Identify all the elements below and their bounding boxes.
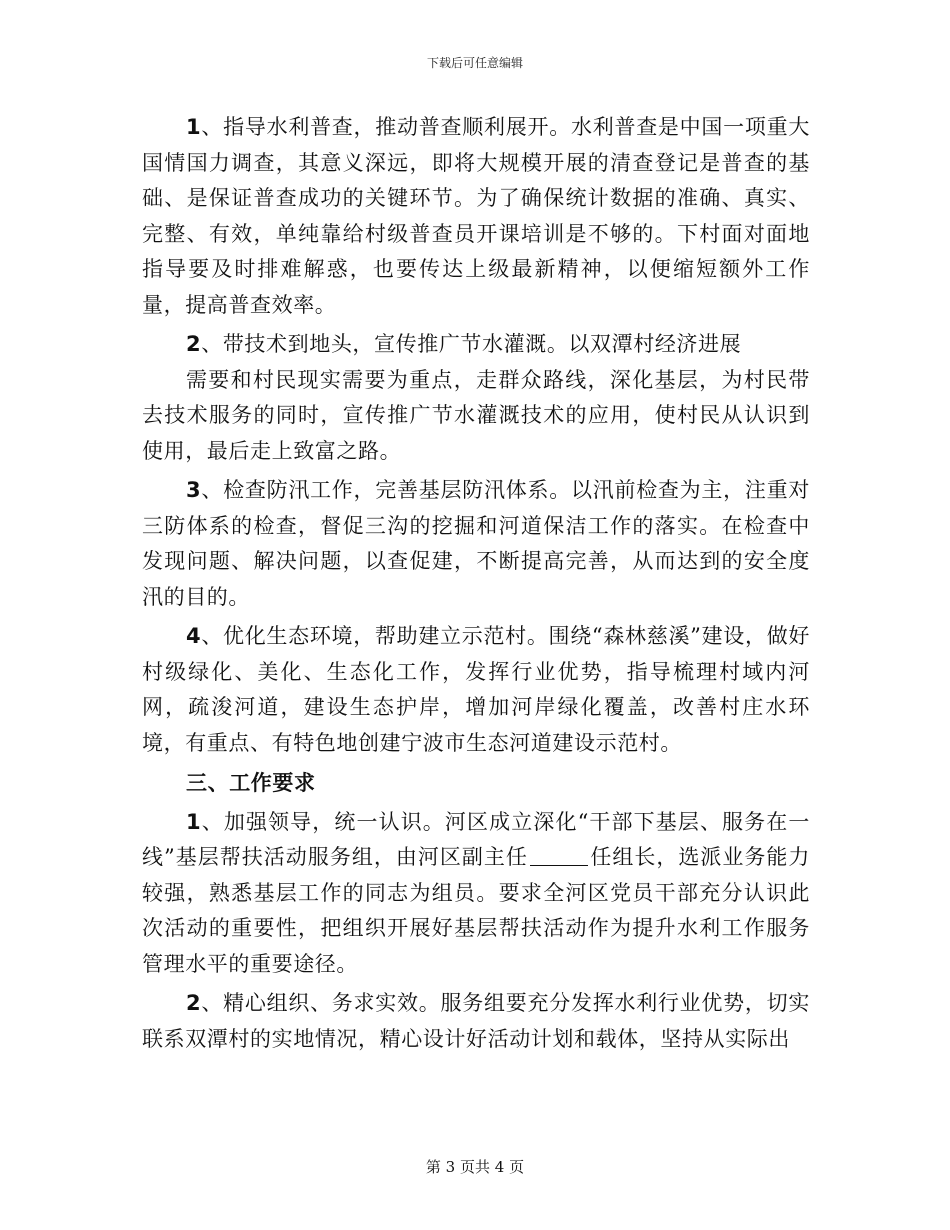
paragraph-text: 、优化生态环境，帮助建立示范村。围绕“森林慈溪”建设，做好村级绿化、美化、生态化工作，发挥行业优势，指导梳理村域内河网，疏浚河道，建设生态护岸，增加河岸绿化覆盖，改善村庄水环境，有重点、有特色地创建宁波市生态河道建设示范村。	[142, 624, 810, 755]
paragraph-4	[142, 619, 810, 761]
paragraph-3	[142, 473, 810, 615]
paragraph-text: 、带技术到地头，宣传推广节水灌溉。以双潭村经济进展	[201, 332, 742, 356]
paragraph-2-continued	[142, 363, 810, 470]
requirement-2	[142, 986, 810, 1057]
document-body	[142, 110, 810, 1057]
paragraph-text: 、检查防汛工作，完善基层防汛体系。以汛前检查为主，注重对三防体系的检查，督促三沟的挖掘和河道保洁工作的落实。在检查中发现问题、解决问题，以查促建，不断提高完善，从而达到的安全度汛的目的。	[142, 478, 810, 609]
item-number: 2	[186, 991, 202, 1015]
item-number: 1	[186, 809, 202, 834]
requirement-1	[142, 805, 810, 983]
item-number: 4	[186, 624, 202, 648]
paragraph-text: 需要和村民现实需要为重点，走群众路线，深化基层，为村民带去技术服务的同时，宣传推广节水灌溉技术的应用，使村民从认识到使用，最后走上致富之路。	[142, 367, 810, 463]
section-heading: 三、工作要求	[186, 770, 316, 795]
page-footer: 第 3 页共 4 页	[425, 1158, 525, 1176]
paragraph-text: 、指导水利普查，推动普查顺利展开。水利普查是中国一项重大国情国力调查，其意义深远，即将大规模开展的清查登记是普查的基础、是保证普查成功的关键环节。为了确保统计数据的准确、真实、完整、有效，单纯靠给村级普查员开课培训是不够的。下村面对面地指导要及时排难解惑，也要传达上级最新精神，以便缩短额外工作量，提高普查效率。	[142, 115, 810, 317]
fill-in-blank	[530, 845, 588, 866]
paragraph-1	[142, 110, 810, 323]
paragraph-text: 、加强领导，统一认识。河区成立深化“干部下基层、服务在一线”基层帮扶活动服务组，由河区副主任	[142, 809, 810, 869]
page-header: 下载后可任意编辑	[426, 56, 523, 70]
paragraph-2	[142, 327, 810, 363]
paragraph-text: 任组长，选派业务能力较强，熟悉基层工作的同志为组员。要求全河区党员干部充分认识此次活动的重要性，把组织开展好基层帮扶活动作为提升水利工作服务管理水平的重要途径。	[142, 845, 810, 976]
item-number: 2	[186, 332, 202, 356]
item-number: 3	[186, 478, 202, 502]
paragraph-text: 、精心组织、务求实效。服务组要充分发挥水利行业优势，切实联系双潭村的实地情况，精心设计好活动计划和载体，坚持从实际出	[142, 991, 810, 1051]
item-number: 1	[186, 115, 202, 139]
